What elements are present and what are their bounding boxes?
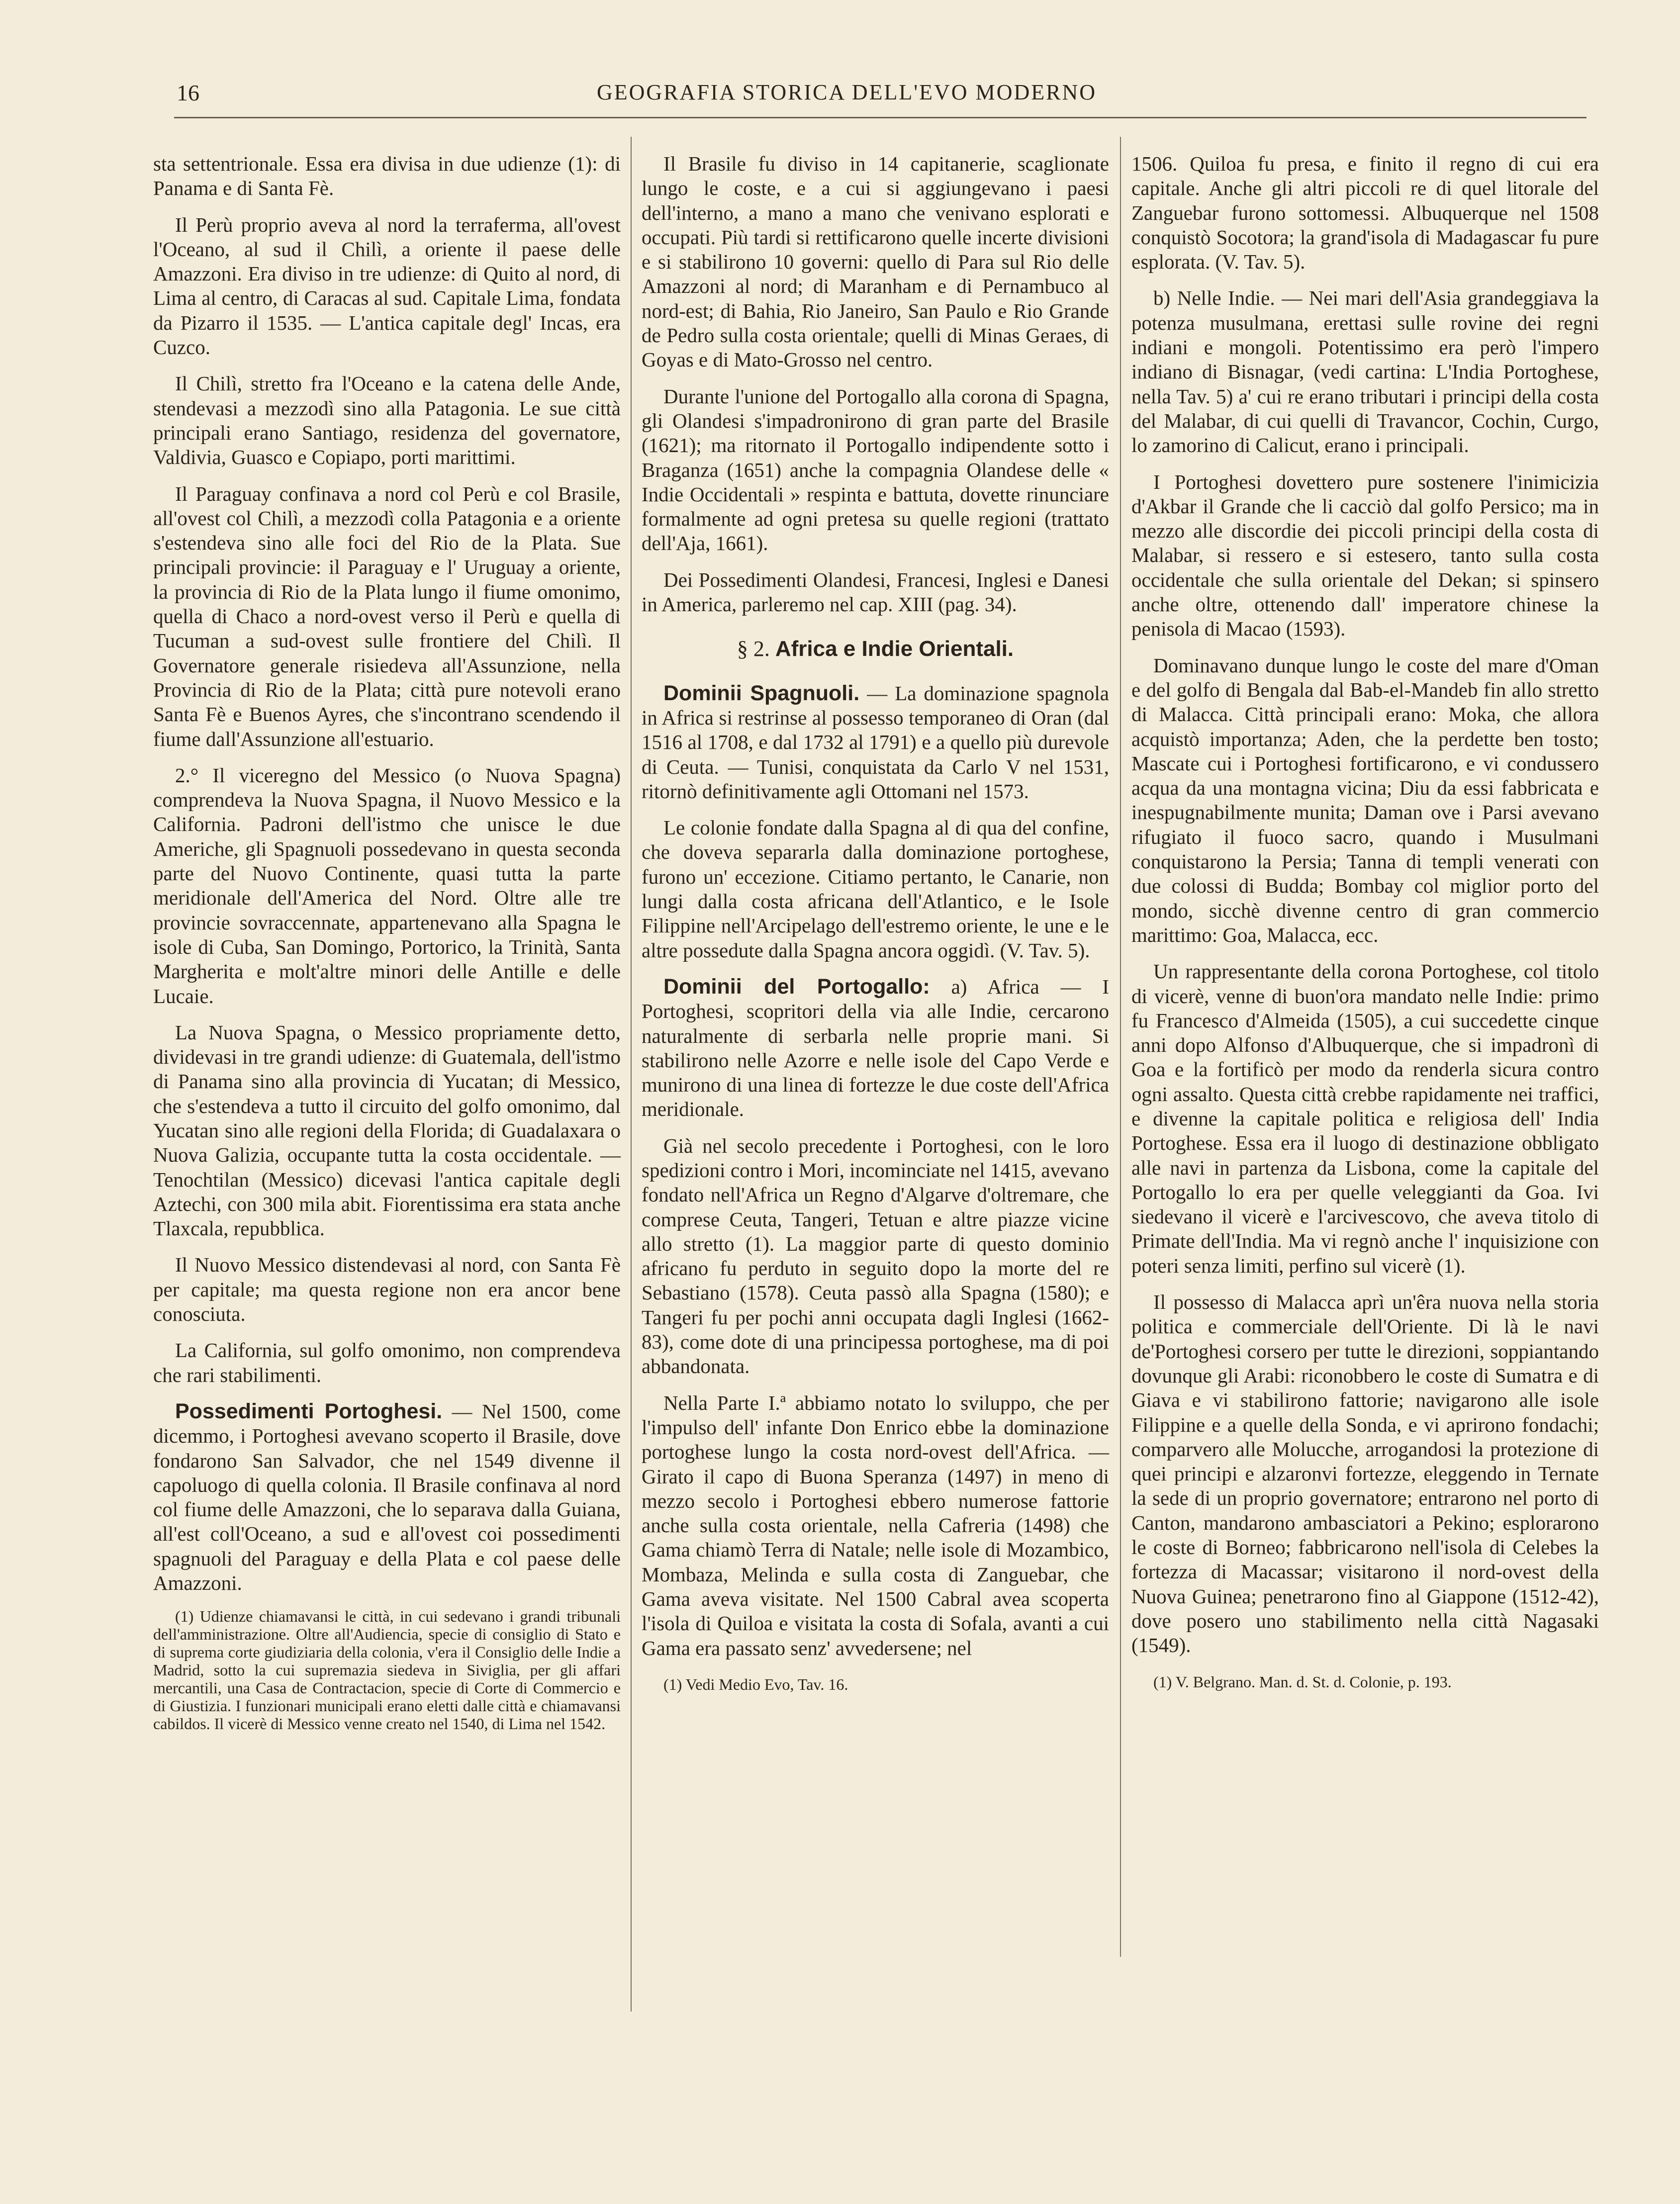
paragraph: Nella Parte I.ª abbiamo notato lo sviluppo, che per l'impulso dell' infante Don Enrico ebbe la dominazione portoghese lungo la costa nord-ovest dell'Africa. — Girato il capo di Buona Speranza (1497) in meno di mezzo secolo i Portoghesi ebbero numerose fattorie anche sulla costa orientale, nella Cafreria (1498) che Gama chiamò Terra di Natale; nelle isole di Mozambico, Mombaza, Melinda e sulla costa di Zanguebar, che Gama aveva visitate. Nel 1500 Cabral avea scoperta l'isola di Quiloa e visitata la costa di Sofala, avanti a cui Gama era passato senz' avvedersene; nel [642, 1391, 1109, 1659]
footnote: (1) Udienze chiamavansi le città, in cui sedevano i grandi tribunali dell'amministrazione. Oltre all'Audiencia, specie di consiglio di Stato e di suprema corte giudiziaria della colonia, v'era il Consiglio delle Indie a Madrid, sotto la cui supremazia siedeva in Siviglia, per gli affari mercantili, una Casa de Contractacion, specie di Corte di Commercio e di Giustizia. I funzionari municipali erano eletti dalle città e chiamavansi cabildos. Il vicerè di Messico venne creato nel 1540, di Lima nel 1542. [153, 1607, 621, 1733]
running-title: GEOGRAFIA STORICA DELL'EVO MODERNO [597, 80, 1097, 104]
paragraph: 1506. Quiloa fu presa, e finito il regno di cui era capitale. Anche gli altri piccoli re di quel litorale del Zanguebar furono sottomessi. Albuquerque nel 1508 conquistò Socotora; la grand'isola di Madagascar fu pure esplorata. (V. Tav. 5). [1131, 152, 1599, 274]
paragraph [153, 1399, 621, 1595]
column-divider [631, 137, 632, 2012]
paragraph: 2.° Il viceregno del Messico (o Nuova Spagna) comprendeva la Nuova Spagna, il Nuovo Messico e la California. Padroni dell'istmo che unisce le due Americhe, gli Spagnuoli possedevano in questa seconda parte del Nuovo Continente, quasi tutta la parte meridionale dell'America del Nord. Oltre alle tre provincie sovraccennate, appartenevano alla Spagna le isole di Cuba, San Domingo, Portorico, la Trinità, Santa Margherita e molt'altre minori delle Antille e delle Lucaie. [153, 763, 621, 1008]
page-header [0, 0, 1680, 119]
page-number: 16 [177, 80, 199, 105]
paragraph: Il Chilì, stretto fra l'Oceano e la catena delle Ande, stendevasi a mezzodì sino alla Patagonia. Le sue città principali erano Santiago, residenza del governatore, Valdivia, Guasco e Copiapo, porti marittimi. [153, 372, 621, 469]
section-title: Africa e Indie Orientali. [775, 637, 1014, 661]
paragraph: Durante l'unione del Portogallo alla corona di Spagna, gli Olandesi s'impadronirono di gran parte del Brasile (1621); ma ritornato il Portogallo indipendente sotto i Braganza (1651) anche la compagnia Olandese delle « Indie Occidentali » respinta e battuta, dovette rinunciare formalmente ad ogni pretesa su quelle regioni (trattato dell'Aja, 1661). [642, 384, 1109, 555]
subsection-heading: Possedimenti Portoghesi. [175, 1399, 443, 1423]
section-heading [642, 637, 1109, 661]
paragraph: sta settentrionale. Essa era divisa in due udienze (1): di Panama e di Santa Fè. [153, 152, 621, 200]
section-number: § 2. [737, 637, 770, 661]
footnote: (1) V. Belgrano. Man. d. St. d. Colonie, p. 193. [1153, 1672, 1452, 1691]
subsection-heading: Dominii Spagnuoli. [663, 681, 860, 705]
footnote: (1) Vedi Medio Evo, Tav. 16. [663, 1675, 848, 1693]
subsection-heading: Dominii del Portogallo: [663, 974, 930, 999]
paragraph-text: — Nel 1500, come dicemmo, i Portoghesi avevano scoperto il Brasile, dove fondarono San Salvador, che nel 1549 divenne il capoluogo di quella colonia. Il Brasile confinava al nord col fiume delle Amazzoni, che lo separava dalla Guiana, all'est coll'Oceano, a sud e all'ovest coi possedimenti spagnuoli del Paraguay e della Plata e col paese delle Amazzoni. [153, 1399, 621, 1595]
paragraph: Il Perù proprio aveva al nord la terraferma, all'ovest l'Oceano, al sud il Chilì, a oriente il paese delle Amazzoni. Era diviso in tre udienze: di Quito al nord, di Lima al centro, di Caracas al sud. Capitale Lima, fondata da Pizarro il 1535. — L'antica capitale degl' Incas, era Cuzco. [153, 213, 621, 359]
paragraph: La California, sul golfo omonimo, non comprendeva che rari stabilimenti. [153, 1339, 621, 1386]
paragraph: Già nel secolo precedente i Portoghesi, con le loro spedizioni contro i Mori, incominciate nel 1415, avevano fondato nell'Africa un Regno d'Algarve d'oltremare, che comprese Ceuta, Tangeri, Tetuan e altre piazze vicine allo stretto (1). La maggior parte di questo dominio africano fu perduto in seguito dopo la morte del re Sebastiano (1578). Ceuta passò alla Spagna (1580); e Tangeri fu per pochi anni occupata dagli Inglesi (1662-83), come dote di una principessa portoghese, ma di poi abbandonata. [642, 1134, 1109, 1378]
column-middle [642, 152, 1109, 1709]
paragraph: Le colonie fondate dalla Spagna al di qua del confine, che doveva separarla dalla dominazione portoghese, furono un' eccezione. Citiamo pertanto, le Canarie, non lungi dalla costa africana dell'Atlantico, e le Isole Filippine nell'Arcipelago dell'estremo oriente, le une e le altre possedute dalla Spagna ancora oggidì. (V. Tav. 5). [642, 816, 1109, 962]
paragraph: Un rappresentante della corona Portoghese, col titolo di vicerè, venne di buon'ora mandato nelle Indie: primo fu Francesco d'Almeida (1505), a cui succedette cinque anni dopo Alfonso d'Albuquerque, che si impadronì di Goa e la fortificò per modo da renderla sicura contro ogni assalto. Questa città crebbe rapidamente nei traffici, e divenne la capitale politica e religiosa dell' India Portoghese. Essa era il luogo di destinazione obbligato alle navi in partenza da Lisbona, come la capitale del Portogallo lo era per quelle veleggianti da Goa. Ivi siedevano il vicerè e l'arcivescovo, che aveva titolo di Primate dell'India. Ma vi regnò anche l' inquisizione con poteri senza limiti, perfino sul vicerè (1). [1131, 960, 1599, 1277]
paragraph: Il Paraguay confinava a nord col Perù e col Brasile, all'ovest col Chilì, a mezzodì colla Patagonia e a oriente s'estendeva sino alle foci del Rio de la Plata. Sue principali provincie: il Paraguay e l' Uruguay a oriente, la provincia di Rio de la Plata lungo il fiume omonimo, quella di Chaco a nord-ovest verso il Perù e quella di Tucuman a sud-ovest sulle frontiere del Chilì. Il Governatore generale risiedeva all'Assunzione, nella Provincia di Rio de la Plata; città pure notevoli erano Santa Fè e Buenos Ayres, che s'incontrano scendendo il fiume dall'Assunzione all'estuario. [153, 482, 621, 750]
paragraph: Dominavano dunque lungo le coste del mare d'Oman e del golfo di Bengala dal Bab-el-Mandeb fin allo stretto di Malacca. Città principali erano: Moka, che allora acquistò importanza; Aden, che la perdette ben tosto; Mascate cui i Portoghesi fortificarono, e vi condussero acqua da una montagna vicina; Diu da essi fabbricata e inespugnabilmente munita; Daman ove i Parsi avevano rifugiato il fuoco sacro, quando i Musulmani conquistarono la Persia; Tanna di templi venerati con due colossi di Budda; Bombay col miglior porto del mondo, sicchè divenne centro di gran commercio marittimo: Goa, Malacca, ecc. [1131, 653, 1599, 946]
column-left [153, 152, 621, 1745]
paragraph: b) Nelle Indie. — Nei mari dell'Asia grandeggiava la potenza musulmana, erettasi sulle rovine dei regni indiani e mongoli. Potentissimo era però l'impero indiano di Bisnagar, (vedi cartina: L'India Portoghese, nella Tav. 5) a' cui re erano tributari i principi della costa del Malabar, di cui quelli di Travancor, Cochin, Curgo, lo zamorino di Calicut, erano i principali. [1131, 286, 1599, 457]
column-right [1131, 152, 1599, 1706]
paragraph-text: a) Africa — I Portoghesi, scopritori della via alle Indie, cercarono naturalmente di serbarla nelle proprie mani. Si stabilirono nelle Azorre e nelle isole del Capo Verde e munirono di una linea di fortezze le due coste dell'Africa meridionale. [642, 975, 1110, 1121]
header-rule [174, 117, 1587, 118]
paragraph [642, 975, 1109, 1122]
paragraph: Il Nuovo Messico distendevasi al nord, con Santa Fè per capitale; ma questa regione non era ancor bene conosciuta. [153, 1253, 621, 1326]
paragraph: I Portoghesi dovettero pure sostenere l'inimicizia d'Akbar il Grande che li cacciò dal golfo Persico; ma in mezzo alle discordie dei piccoli principi della costa di Malabar, si ressero e si estesero, tanto sulla costa occidentale che sulla orientale del Dekan; si spinsero anche oltre, ottenendo dall' imperatore chinese la penisola di Macao (1593). [1131, 470, 1599, 641]
paragraph: Dei Possedimenti Olandesi, Francesi, Inglesi e Danesi in America, parleremo nel cap. XIII (pag. 34). [642, 568, 1109, 616]
paragraph: La Nuova Spagna, o Messico propriamente detto, dividevasi in tre grandi udienze: di Guatemala, dell'istmo di Panama sino alla provincia di Yucatan; di Messico, che s'estendeva a tutto il circuito del golfo omonimo, dal Yucatan sino alle regioni della Florida; di Guadalaxara o Nuova Galizia, occupante tutta la costa occidentale. — Tenochtilan (Messico) dicevasi l'antica capitale degli Aztechi, con 300 mila abit. Fiorentissima era stata anche Tlaxcala, repubblica. [153, 1020, 621, 1240]
column-divider [1120, 137, 1121, 1957]
paragraph-text: — La dominazione spagnola in Africa si restrinse al possesso temporaneo di Oran (dal 1516 al 1708, e dal 1732 al 1791) e a quello più durevole di Ceuta. — Tunisi, conquistata da Carlo V nel 1531, ritornò definitivamente agli Ottomani nel 1573. [642, 681, 1110, 803]
paragraph [642, 681, 1109, 804]
paragraph: Il possesso di Malacca aprì un'êra nuova nella storia politica e commerciale dell'Oriente. Di là le navi de'Portoghesi corsero per tutte le direzioni, soppiantando dovunque gli Arabi: riconobbero le coste di Sumatra e di Giava e vi stabilirono fattorie; navigarono alle isole Filippine e a quelle della Sonda, e vi aprirono fondachi; comparvero alle Molucche, arrogandosi la protezione di quei principi e alzaronvi fortezze, eleggendo in Ternate la sede di un proprio governatore; entrarono nel porto di Canton, mandarono ambasciatori a Pekino; esplorarono le coste di Borneo; fabbricarono nell'isola di Celebes la fortezza di Macassar; visitarono il nord-ovest della Nuova Guinea; penetrarono fino al Giappone (1512-42), dove posero uno stabilimento nella città Nagasaki (1549). [1131, 1290, 1599, 1657]
paragraph: Il Brasile fu diviso in 14 capitanerie, scaglionate lungo le coste, e a cui si aggiungevano i paesi dell'interno, a mano a mano che venivano esplorati e occupati. Più tardi si rettificarono quelle incerte divisioni e si stabilirono 10 governi: quello di Para sul Rio delle Amazzoni al nord; di Maranham e di Pernambuco al nord-est; di Bahia, Rio Janeiro, San Paulo e Rio Grande de Pedro sulla costa orientale; quelli di Minas Geraes, di Goyas e di Mato-Grosso nel centro. [642, 152, 1109, 371]
